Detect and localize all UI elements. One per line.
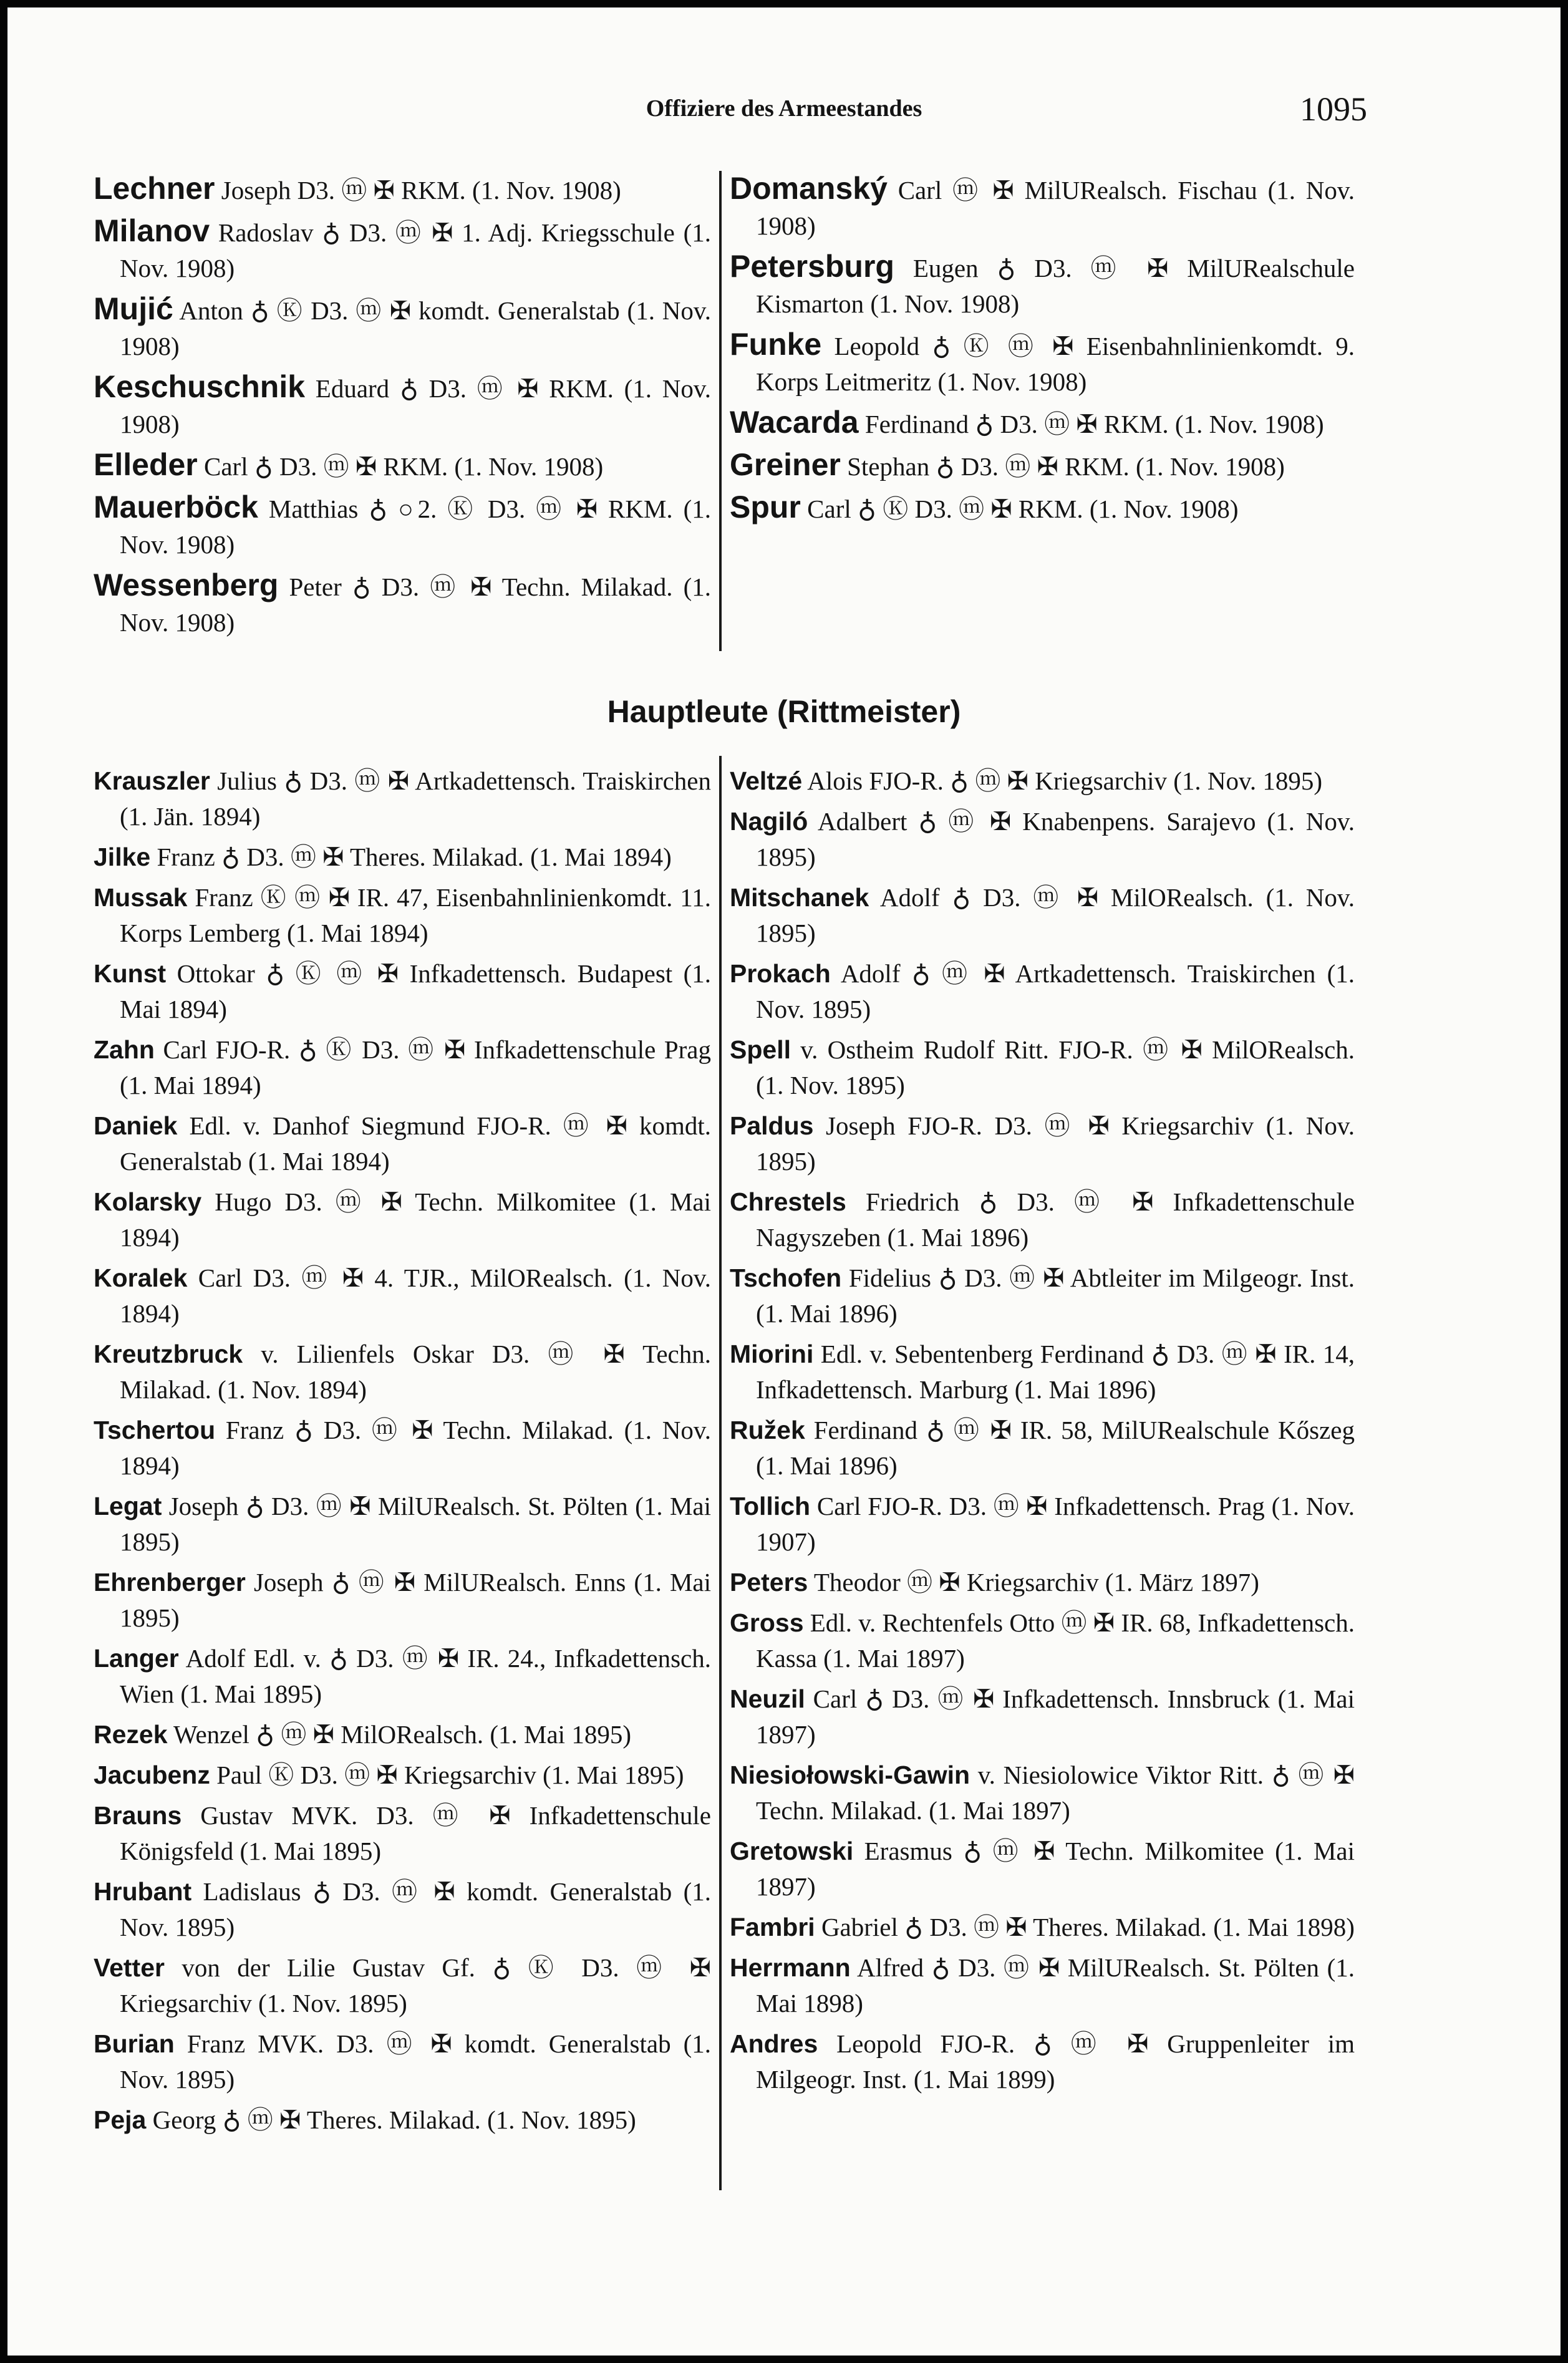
bottom-right-column	[730, 763, 1355, 2102]
officer-entry	[730, 490, 1355, 527]
officer-surname: Burian	[94, 2029, 175, 2058]
officer-surname: Mauerböck	[94, 490, 258, 524]
officer-surname: Neuzil	[730, 1684, 805, 1713]
officer-surname: Wacarda	[730, 405, 859, 440]
officer-details: Carl D3. ⓜ ✠ 4. TJR., MilORealsch. (1. Nov. 1894)	[120, 1264, 711, 1328]
officer-surname: Domanský	[730, 171, 888, 206]
officer-details: Adolf ♁ D3. ⓜ ✠ MilORealsch. (1. Nov. 1895)	[756, 883, 1355, 947]
officer-entry	[730, 447, 1355, 485]
officer-surname: Keschuschnik	[94, 369, 306, 404]
officer-details: Franz ♁ D3. ⓜ ✠ Theres. Milakad. (1. Mai 1894)	[150, 843, 672, 871]
bottom-left-column	[94, 763, 711, 2143]
officer-details: Carl ♁ D3. ⓜ ✠ Infkadettensch. Innsbruck (1. Mai 1897)	[756, 1684, 1355, 1749]
officer-entry	[94, 1260, 711, 1331]
officer-details: Theodor ⓜ ✠ Kriegsarchiv (1. März 1897)	[808, 1568, 1259, 1597]
officer-entry	[94, 1413, 711, 1484]
officer-details: Radoslav ♁ D3. ⓜ ✠ 1. Adj. Kriegsschule (1. Nov. 1908)	[120, 218, 711, 283]
officer-entry	[94, 1874, 711, 1945]
officer-surname: Petersburg	[730, 249, 894, 284]
officer-surname: Kolarsky	[94, 1187, 202, 1216]
officer-entry	[730, 763, 1355, 799]
top-left-column	[94, 171, 711, 645]
officer-surname: Ehrenberger	[94, 1568, 246, 1597]
officer-entry	[730, 1260, 1355, 1331]
column-divider-top	[719, 171, 722, 651]
officer-surname: Krauszler	[94, 766, 210, 795]
officer-details: Eugen ♁ D3. ⓜ ✠ MilURealschule Kismarton (1. Nov. 1908)	[756, 254, 1355, 318]
officer-details: Ferdinand ♁ ⓜ ✠ IR. 58, MilURealschule Kőszeg (1. Mai 1896)	[756, 1416, 1355, 1480]
officer-surname: Lechner	[94, 171, 215, 206]
officer-surname: Rezek	[94, 1720, 168, 1749]
officer-surname: Peja	[94, 2105, 147, 2134]
officer-entry	[94, 1032, 711, 1103]
officer-entry	[730, 1108, 1355, 1179]
officer-entry	[94, 1108, 711, 1179]
officer-details: Franz ♁ D3. ⓜ ✠ Techn. Milakad. (1. Nov. 1894)	[120, 1416, 711, 1480]
officer-details: Joseph ♁ ⓜ ✠ MilURealsch. Enns (1. Mai 1895)	[120, 1568, 711, 1632]
officer-entry	[730, 1184, 1355, 1255]
officer-details: Carl ♁ D3. ⓜ ✠ RKM. (1. Nov. 1908)	[197, 452, 604, 481]
officer-details: Adolf Edl. v. ♁ D3. ⓜ ✠ IR. 24., Infkadettensch. Wien (1. Mai 1895)	[120, 1644, 711, 1708]
officer-surname: Daniek	[94, 1111, 178, 1140]
officer-details: Anton ♁ Ⓚ D3. ⓜ ✠ komdt. Generalstab (1. Nov. 1908)	[120, 296, 711, 360]
officer-details: Friedrich ♁ D3. ⓜ ✠ Infkadettenschule Nagyszeben (1. Mai 1896)	[756, 1187, 1355, 1252]
officer-entry	[730, 405, 1355, 442]
officer-details: Fidelius ♁ D3. ⓜ ✠ Abtleiter im Milgeogr. Inst. (1. Mai 1896)	[756, 1264, 1355, 1328]
officer-entry	[94, 2026, 711, 2097]
officer-entry	[730, 880, 1355, 951]
section-heading: Hauptleute (Rittmeister)	[607, 694, 961, 729]
officer-surname: Hrubant	[94, 1877, 192, 1906]
officer-details: Stephan ♁ D3. ⓜ ✠ RKM. (1. Nov. 1908)	[840, 452, 1285, 481]
officer-entry	[730, 1336, 1355, 1408]
officer-surname: Peters	[730, 1568, 808, 1597]
officer-surname: Mitschanek	[730, 883, 869, 912]
officer-entry	[94, 839, 711, 875]
page-number: 1095	[1300, 90, 1367, 128]
officer-surname: Jilke	[94, 843, 151, 871]
officer-surname: Paldus	[730, 1111, 814, 1140]
officer-details: Franz MVK. D3. ⓜ ✠ komdt. Generalstab (1. Nov. 1895)	[120, 2029, 711, 2094]
officer-surname: Spur	[730, 490, 801, 524]
officer-entry	[730, 956, 1355, 1027]
officer-details: v. Lilienfels Oskar D3. ⓜ ✠ Techn. Milakad. (1. Nov. 1894)	[120, 1340, 711, 1404]
officer-surname: Jacubenz	[94, 1761, 210, 1789]
officer-entry	[94, 447, 711, 485]
officer-details: Edl. v. Danhof Siegmund FJO-R. ⓜ ✠ komdt. Generalstab (1. Mai 1894)	[120, 1111, 711, 1176]
officer-entry	[730, 249, 1355, 322]
officer-surname: Ružek	[730, 1416, 805, 1444]
officer-details: Eduard ♁ D3. ⓜ ✠ RKM. (1. Nov. 1908)	[120, 374, 711, 438]
officer-details: Joseph FJO-R. D3. ⓜ ✠ Kriegsarchiv (1. Nov. 1895)	[756, 1111, 1355, 1176]
officer-entry	[94, 1489, 711, 1560]
officer-surname: Greiner	[730, 447, 841, 482]
officer-surname: Chrestels	[730, 1187, 846, 1216]
officer-surname: Legat	[94, 1492, 162, 1520]
officer-surname: Milanov	[94, 213, 210, 248]
officer-surname: Tschofen	[730, 1264, 842, 1292]
officer-details: Erasmus ♁ ⓜ ✠ Techn. Milkomitee (1. Mai 1897)	[756, 1837, 1355, 1901]
officer-details: Leopold FJO-R. ♁ ⓜ ✠ Gruppenleiter im Milgeogr. Inst. (1. Mai 1899)	[756, 2029, 1355, 2094]
officer-details: Joseph D3. ⓜ ✠ RKM. (1. Nov. 1908)	[215, 176, 621, 205]
officer-details: Carl FJO-R. ♁ Ⓚ D3. ⓜ ✠ Infkadettenschule Prag (1. Mai 1894)	[120, 1035, 711, 1099]
officer-surname: Wessenberg	[94, 568, 279, 602]
officer-surname: Niesiołowski-Gawin	[730, 1761, 970, 1789]
officer-entry	[94, 1184, 711, 1255]
officer-entry	[94, 1798, 711, 1869]
officer-entry	[94, 1717, 711, 1752]
officer-entry	[94, 2102, 711, 2138]
officer-surname: Tollich	[730, 1492, 811, 1520]
officer-entry	[730, 1681, 1355, 1752]
officer-details: Gustav MVK. D3. ⓜ ✠ Infkadettenschule Königsfeld (1. Mai 1895)	[120, 1801, 711, 1865]
officer-surname: Elleder	[94, 447, 198, 482]
officer-details: Adolf ♁ ⓜ ✠ Artkadettensch. Traiskirchen (1. Nov. 1895)	[756, 959, 1355, 1023]
officer-details: Leopold ♁ Ⓚ ⓜ ✠ Eisenbahnlinienkomdt. 9. Korps Leitmeritz (1. Nov. 1908)	[756, 332, 1355, 396]
document-page	[7, 7, 1561, 2356]
officer-details: Wenzel ♁ ⓜ ✠ MilORealsch. (1. Mai 1895)	[167, 1720, 631, 1749]
officer-details: Carl ⓜ ✠ MilURealsch. Fischau (1. Nov. 1908)	[756, 176, 1355, 240]
officer-surname: Miorini	[730, 1340, 814, 1368]
officer-details: Peter ♁ D3. ⓜ ✠ Techn. Milakad. (1. Nov. 1908)	[120, 573, 711, 637]
officer-entry	[94, 291, 711, 364]
officer-entry	[94, 1950, 711, 2021]
officer-entry	[730, 1757, 1355, 1829]
officer-entry	[730, 804, 1355, 875]
officer-details: Julius ♁ D3. ⓜ ✠ Artkadettensch. Traiskirchen (1. Jän. 1894)	[120, 766, 711, 831]
officer-details: Gabriel ♁ D3. ⓜ ✠ Theres. Milakad. (1. Mai 1898)	[815, 1913, 1355, 1941]
officer-surname: Koralek	[94, 1264, 188, 1292]
officer-details: Ottokar ♁ Ⓚ ⓜ ✠ Infkadettensch. Budapest (1. Mai 1894)	[120, 959, 711, 1023]
officer-entry	[730, 171, 1355, 244]
officer-entry	[94, 880, 711, 951]
officer-entry	[730, 1910, 1355, 1945]
officer-details: Ladislaus ♁ D3. ⓜ ✠ komdt. Generalstab (1. Nov. 1895)	[120, 1877, 711, 1941]
officer-entry	[94, 213, 711, 286]
officer-entry	[94, 956, 711, 1027]
officer-surname: Gross	[730, 1608, 804, 1637]
officer-surname: Herrmann	[730, 1953, 851, 1982]
officer-surname: Spell	[730, 1035, 791, 1064]
officer-details: Alfred ♁ D3. ⓜ ✠ MilURealsch. St. Pölten (1. Mai 1898)	[756, 1953, 1355, 2017]
officer-surname: Andres	[730, 2029, 818, 2058]
officer-entry	[94, 171, 711, 208]
officer-entry	[94, 369, 711, 442]
officer-details: Ferdinand ♁ D3. ⓜ ✠ RKM. (1. Nov. 1908)	[858, 410, 1324, 438]
officer-surname: Nagiló	[730, 807, 808, 836]
officer-details: Matthias ♁ ○2. Ⓚ D3. ⓜ ✠ RKM. (1. Nov. 1908)	[120, 495, 711, 559]
officer-details: Franz Ⓚ ⓜ ✠ IR. 47, Eisenbahnlinienkomdt. 11. Korps Lemberg (1. Mai 1894)	[120, 883, 711, 947]
officer-entry	[730, 327, 1355, 400]
officer-entry	[730, 1413, 1355, 1484]
officer-entry	[94, 1565, 711, 1636]
officer-entry	[730, 1950, 1355, 2021]
officer-details: v. Niesiolowice Viktor Ritt. ♁ ⓜ ✠ Techn. Milakad. (1. Mai 1897)	[756, 1761, 1355, 1825]
officer-surname: Mujić	[94, 291, 173, 326]
officer-entry	[730, 2026, 1355, 2097]
officer-details: Carl ♁ Ⓚ D3. ⓜ ✠ RKM. (1. Nov. 1908)	[800, 495, 1239, 523]
officer-surname: Vetter	[94, 1953, 165, 1982]
officer-details: Adalbert ♁ ⓜ ✠ Knabenpens. Sarajevo (1. Nov. 1895)	[756, 807, 1355, 871]
officer-entry	[730, 1565, 1355, 1600]
officer-details: Edl. v. Sebentenberg Ferdinand ♁ D3. ⓜ ✠ IR. 14, Infkadettensch. Marburg (1. Mai 1896)	[756, 1340, 1355, 1404]
officer-surname: Prokach	[730, 959, 831, 988]
officer-details: Carl FJO-R. D3. ⓜ ✠ Infkadettensch. Prag (1. Nov. 1907)	[756, 1492, 1355, 1556]
officer-surname: Gretowski	[730, 1837, 854, 1865]
officer-surname: Zahn	[94, 1035, 155, 1064]
officer-details: Hugo D3. ⓜ ✠ Techn. Milkomitee (1. Mai 1894)	[120, 1187, 711, 1252]
top-right-column	[730, 171, 1355, 532]
officer-entry	[94, 1336, 711, 1408]
officer-surname: Funke	[730, 327, 822, 362]
officer-entry	[94, 1641, 711, 1712]
officer-details: Joseph ♁ D3. ⓜ ✠ MilURealsch. St. Pölten (1. Mai 1895)	[120, 1492, 711, 1556]
officer-surname: Kunst	[94, 959, 167, 988]
officer-entry	[730, 1605, 1355, 1676]
officer-surname: Kreutzbruck	[94, 1340, 243, 1368]
officer-entry	[94, 1757, 711, 1793]
officer-surname: Langer	[94, 1644, 179, 1673]
officer-surname: Tschertou	[94, 1416, 216, 1444]
officer-details: von der Lilie Gustav Gf. ♁ Ⓚ D3. ⓜ ✠ Kriegsarchiv (1. Nov. 1895)	[120, 1953, 711, 2017]
officer-details: Edl. v. Rechtenfels Otto ⓜ ✠ IR. 68, Infkadettensch. Kassa (1. Mai 1897)	[756, 1608, 1355, 1673]
officer-surname: Fambri	[730, 1913, 815, 1941]
officer-details: Georg ♁ ⓜ ✠ Theres. Milakad. (1. Nov. 1895)	[146, 2105, 636, 2134]
officer-entry	[94, 490, 711, 563]
officer-entry	[730, 1032, 1355, 1103]
officer-surname: Mussak	[94, 883, 188, 912]
officer-details: v. Ostheim Rudolf Ritt. FJO-R. ⓜ ✠ MilORealsch. (1. Nov. 1895)	[756, 1035, 1355, 1099]
officer-surname: Veltzé	[730, 766, 803, 795]
column-divider-bottom	[719, 756, 722, 2190]
running-title: Offiziere des Armeestandes	[646, 95, 922, 122]
officer-details: Alois FJO-R. ♁ ⓜ ✠ Kriegsarchiv (1. Nov. 1895)	[802, 766, 1323, 795]
officer-entry	[730, 1834, 1355, 1905]
officer-surname: Brauns	[94, 1801, 182, 1830]
officer-entry	[94, 763, 711, 834]
officer-details: Paul Ⓚ D3. ⓜ ✠ Kriegsarchiv (1. Mai 1895)	[210, 1761, 684, 1789]
officer-entry	[730, 1489, 1355, 1560]
officer-entry	[94, 568, 711, 640]
